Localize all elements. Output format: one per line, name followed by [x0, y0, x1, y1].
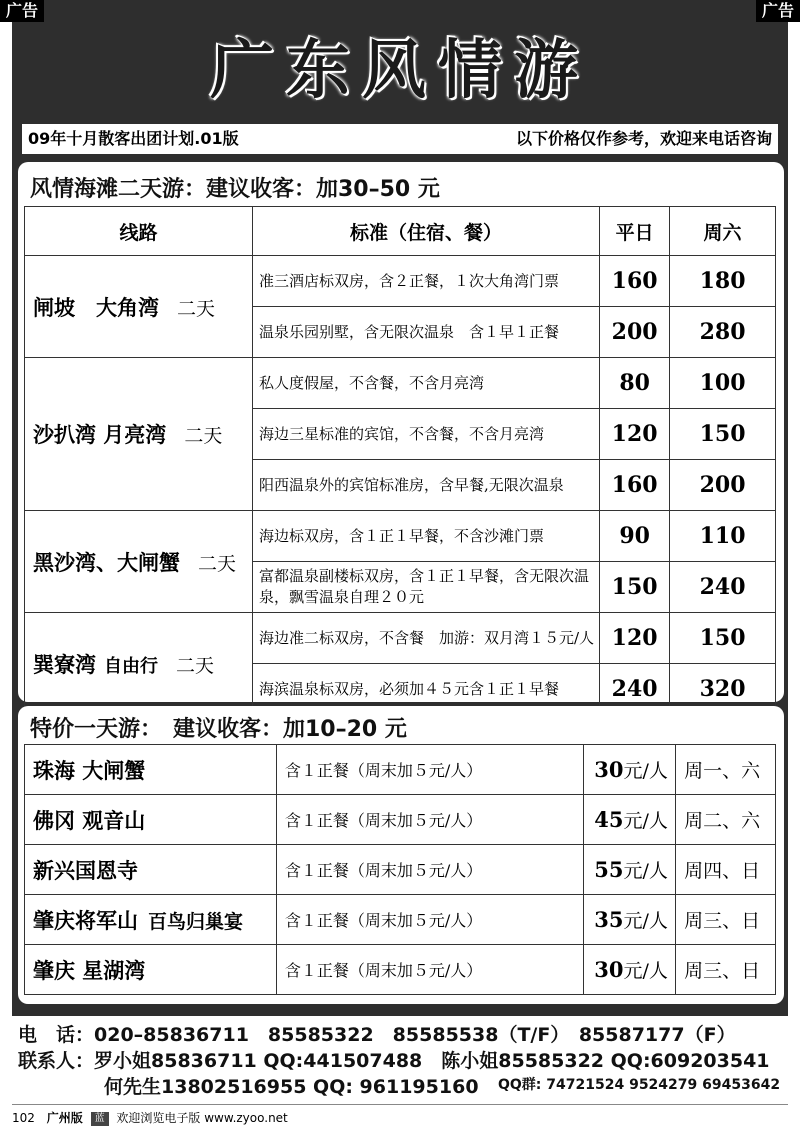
route-days: 二天: [177, 297, 216, 320]
route-days: 二天: [184, 425, 223, 447]
footer: [12, 1104, 788, 1131]
route-cell: [25, 745, 277, 795]
weekday-price: 120: [600, 409, 670, 460]
price-value: 30: [594, 757, 624, 782]
table-row: [25, 745, 776, 795]
section-title: 特价一天游： 建议收客：加10–20 元: [30, 717, 407, 742]
route-cell: [25, 256, 253, 358]
standard-cell: 阳西温泉外的宾馆标准房，含早餐,无限次温泉: [252, 460, 599, 511]
saturday-price: 240: [670, 562, 776, 613]
price-cell: [584, 945, 676, 995]
days-cell: 周一、六: [676, 745, 776, 795]
route-name: 肇庆 星湖湾: [33, 958, 146, 983]
price-value: 30: [594, 957, 624, 982]
days-cell: 周三、日: [676, 945, 776, 995]
page-title: 广东风情游: [210, 33, 590, 108]
route-subtitle: 自由行: [104, 655, 158, 677]
standard-cell: 海边准二标双房，不含餐 加游：双月湾１５元/人: [252, 613, 599, 664]
standard-cell: 含１正餐（周末加５元/人）: [276, 945, 583, 995]
weekday-price: 160: [600, 460, 670, 511]
plan-version: 09年十月散客出团计划.01版: [28, 129, 239, 148]
route-name: 黑沙湾、大闸蟹: [33, 550, 180, 575]
saturday-price: 100: [670, 358, 776, 409]
weekday-price: 80: [600, 358, 670, 409]
route-name: 巽寮湾: [33, 652, 96, 677]
table-row: [25, 511, 776, 562]
price-value: 35: [594, 907, 624, 932]
standard-cell: 海滨温泉标双房，必须加４５元含１正１早餐: [252, 664, 599, 715]
price-unit: 元/人: [623, 810, 668, 832]
route-name: 珠海 大闸蟹: [33, 758, 146, 783]
logo-icon: 蓝: [91, 1112, 109, 1126]
header-route: 线路: [25, 207, 253, 256]
route-cell: [25, 613, 253, 715]
weekday-price: 160: [600, 256, 670, 307]
standard-cell: 含１正餐（周末加５元/人）: [276, 745, 583, 795]
table-row: [25, 795, 776, 845]
route-name: 佛冈 观音山: [33, 808, 146, 833]
route-cell: [25, 795, 277, 845]
weekday-price: 120: [600, 613, 670, 664]
standard-cell: 富都温泉副楼标双房，含１正１早餐，含无限次温泉，飘雪温泉自理２０元: [252, 562, 599, 613]
table-row: [25, 613, 776, 664]
ad-tag-right: 广告: [756, 0, 800, 22]
standard-cell: 海边标双房，含１正１早餐，不含沙滩门票: [252, 511, 599, 562]
route-cell: [25, 511, 253, 613]
two-day-tour-panel: [18, 162, 784, 702]
route-name: 肇庆将军山: [33, 908, 138, 933]
price-value: 45: [594, 807, 624, 832]
weekday-price: 240: [600, 664, 670, 715]
price-value: 55: [594, 857, 624, 882]
saturday-price: 150: [670, 613, 776, 664]
saturday-price: 280: [670, 307, 776, 358]
route-days: 二天: [176, 654, 215, 677]
qq-group: QQ群: 74721524 9524279 69453642: [498, 1077, 781, 1093]
days-cell: 周二、六: [676, 795, 776, 845]
price-cell: [584, 895, 676, 945]
table-header-row: [25, 207, 776, 256]
weekday-price: 200: [600, 307, 670, 358]
two-day-tour-table: [24, 206, 776, 715]
table-row: [25, 895, 776, 945]
footer-link-text: 欢迎浏览电子版 www.zyoo.net: [116, 1111, 288, 1125]
price-unit: 元/人: [623, 860, 668, 882]
saturday-price: 320: [670, 664, 776, 715]
route-name: 闸坡 大角湾: [33, 295, 159, 320]
price-unit: 元/人: [623, 910, 668, 932]
weekday-price: 150: [600, 562, 670, 613]
header-weekday: 平日: [600, 207, 670, 256]
table-row: [25, 845, 776, 895]
saturday-price: 200: [670, 460, 776, 511]
section-title: 风情海滩二天游：建议收客：加30–50 元: [30, 177, 440, 202]
route-name: 新兴国恩寺: [33, 858, 138, 883]
saturday-price: 150: [670, 409, 776, 460]
standard-cell: 含１正餐（周末加５元/人）: [276, 895, 583, 945]
route-days: 二天: [198, 552, 237, 575]
weekday-price: 90: [600, 511, 670, 562]
price-note: 以下价格仅作参考，欢迎来电话咨询: [515, 129, 772, 148]
table-row: [25, 358, 776, 409]
subheader-bar: [22, 124, 778, 154]
standard-cell: 准三酒店标双房，含２正餐，１次大角湾门票: [252, 256, 599, 307]
table-row: [25, 256, 776, 307]
saturday-price: 180: [670, 256, 776, 307]
price-unit: 元/人: [623, 960, 668, 982]
price-cell: [584, 795, 676, 845]
standard-cell: 海边三星标准的宾馆，不含餐，不含月亮湾: [252, 409, 599, 460]
contact-line-3: 何先生13802516955 QQ: 961195160: [104, 1076, 479, 1098]
one-day-tour-table: [24, 744, 776, 995]
standard-cell: 含１正餐（周末加５元/人）: [276, 795, 583, 845]
route-cell: [25, 358, 253, 511]
standard-cell: 含１正餐（周末加５元/人）: [276, 845, 583, 895]
price-cell: [584, 745, 676, 795]
contact-people-line: 联系人：罗小姐85836711 QQ:441507488 陈小姐85585322 QQ:609203541: [18, 1050, 770, 1072]
saturday-price: 110: [670, 511, 776, 562]
route-cell: [25, 945, 277, 995]
price-cell: [584, 845, 676, 895]
edition-label: 广州版: [46, 1111, 83, 1125]
phone-line: 电 话：020–85836711 85585322 85585538（T/F） 85587177（F）: [18, 1024, 736, 1046]
page-number: 102: [12, 1111, 35, 1125]
route-cell: [25, 895, 277, 945]
header-saturday: 周六: [670, 207, 776, 256]
price-unit: 元/人: [623, 760, 668, 782]
table-row: [25, 945, 776, 995]
route-subtitle: 百鸟归巢宴: [148, 910, 244, 933]
one-day-tour-panel: [18, 706, 784, 1004]
route-cell: [25, 845, 277, 895]
standard-cell: 温泉乐园别墅，含无限次温泉 含１早１正餐: [252, 307, 599, 358]
days-cell: 周四、日: [676, 845, 776, 895]
header-standard: 标准（住宿、餐）: [252, 207, 599, 256]
ad-tag-left: 广告: [0, 0, 44, 22]
standard-cell: 私人度假屋，不含餐，不含月亮湾: [252, 358, 599, 409]
route-name: 沙扒湾 月亮湾: [33, 423, 167, 447]
days-cell: 周三、日: [676, 895, 776, 945]
